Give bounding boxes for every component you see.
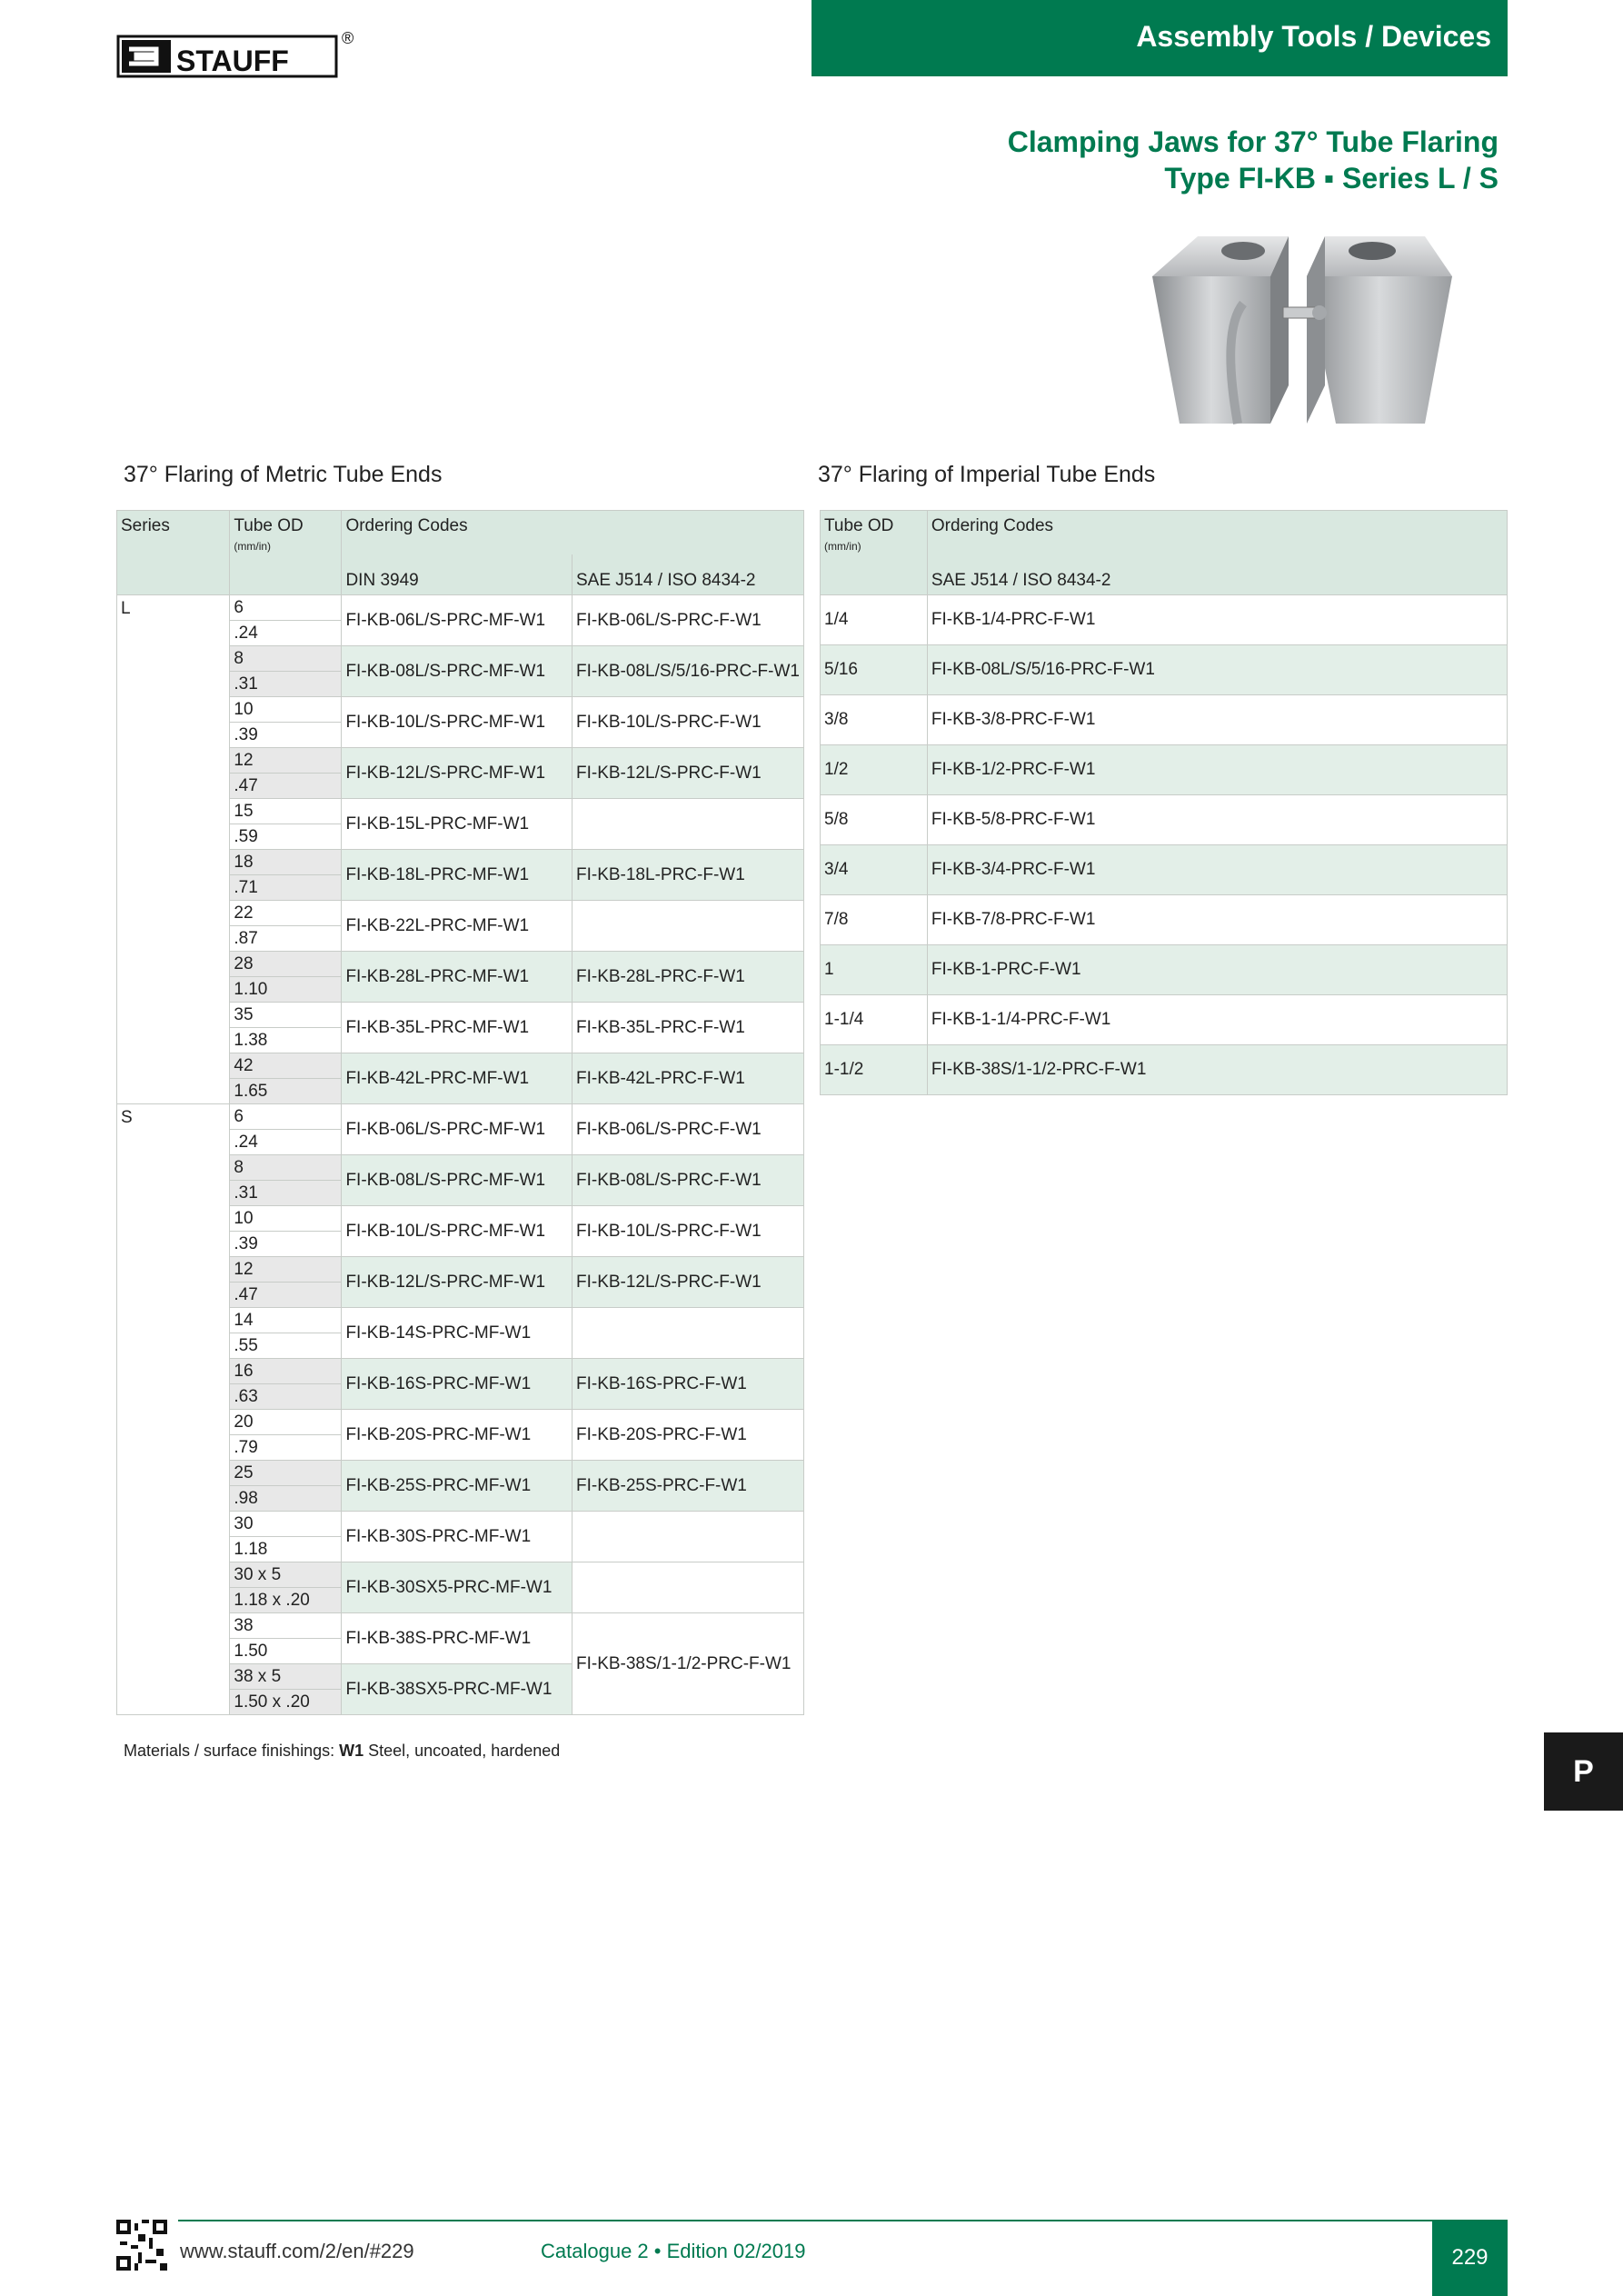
sae-code-cell: FI-KB-28L-PRC-F-W1 (572, 952, 803, 1003)
table-row (821, 695, 1508, 745)
title-line-2: Type FI-KB ▪ Series L / S (1164, 162, 1499, 195)
col-series-header: Series (117, 511, 230, 595)
tube-od-inch: 1.18 x .20 (230, 1587, 341, 1612)
tube-od-cell (230, 850, 342, 901)
tube-od-cell: 5/16 (821, 645, 928, 695)
tube-od-cell (230, 1257, 342, 1308)
tube-od-inch: .39 (230, 1231, 341, 1256)
tube-od-cell (230, 595, 342, 646)
sae-code-cell: FI-KB-1/4-PRC-F-W1 (927, 595, 1507, 645)
tube-od-inch: .71 (230, 874, 341, 900)
tube-od-inch: .59 (230, 824, 341, 849)
table-row (821, 895, 1508, 945)
sae-code-cell (572, 1308, 803, 1359)
tube-od-cell: 1 (821, 945, 928, 995)
sae-code-cell: FI-KB-3/8-PRC-F-W1 (927, 695, 1507, 745)
tube-od-cell: 1-1/2 (821, 1045, 928, 1095)
din-code-cell: FI-KB-10L/S-PRC-MF-W1 (342, 697, 573, 748)
tube-od-cell (230, 1053, 342, 1104)
tube-od-cell (230, 646, 342, 697)
tube-od-mm: 35 (234, 1005, 254, 1024)
tube-od-mm: 10 (234, 700, 254, 719)
col-tube-od-header: Tube OD (mm/in) (230, 511, 342, 595)
tube-od-mm: 25 (234, 1463, 254, 1482)
sae-code-cell: FI-KB-38S/1-1/2-PRC-F-W1 (572, 1613, 803, 1715)
tube-od-mm: 10 (234, 1209, 254, 1228)
sae-code-cell: FI-KB-20S-PRC-F-W1 (572, 1410, 803, 1461)
tube-od-inch: 1.10 (230, 976, 341, 1002)
tube-od-mm: 20 (234, 1413, 254, 1432)
din-code-cell: FI-KB-22L-PRC-MF-W1 (342, 901, 573, 952)
tube-od-cell (230, 1359, 342, 1410)
tube-od-cell (230, 1003, 342, 1053)
din-code-cell: FI-KB-35L-PRC-MF-W1 (342, 1003, 573, 1053)
din-code-cell: FI-KB-42L-PRC-MF-W1 (342, 1053, 573, 1104)
tube-od-mm: 22 (234, 903, 254, 923)
col-din-header: DIN 3949 (342, 554, 573, 595)
din-code-cell: FI-KB-08L/S-PRC-MF-W1 (342, 1155, 573, 1206)
tube-od-mm: 16 (234, 1362, 254, 1381)
tube-od-inch: 1.50 x .20 (230, 1689, 341, 1714)
table-row (821, 995, 1508, 1045)
tube-od-cell (230, 697, 342, 748)
tube-od-mm: 42 (234, 1056, 254, 1075)
metric-ordering-table (116, 510, 804, 1715)
tube-od-mm: 15 (234, 802, 254, 821)
tube-od-cell: 1/4 (821, 595, 928, 645)
sae-code-cell: FI-KB-08L/S/5/16-PRC-F-W1 (927, 645, 1507, 695)
tube-od-mm: 30 x 5 (234, 1565, 282, 1584)
sae-code-cell: FI-KB-18L-PRC-F-W1 (572, 850, 803, 901)
din-code-cell: FI-KB-08L/S-PRC-MF-W1 (342, 646, 573, 697)
note-prefix: Materials / surface finishings: (124, 1742, 335, 1760)
din-code-cell: FI-KB-25S-PRC-MF-W1 (342, 1461, 573, 1512)
tube-od-cell (230, 1104, 342, 1155)
series-cell: L (117, 595, 230, 1104)
tube-od-mm: 8 (234, 1158, 244, 1177)
registered-mark: ® (342, 29, 354, 47)
tube-od-cell: 3/8 (821, 695, 928, 745)
tube-od-cell (230, 901, 342, 952)
sae-code-cell: FI-KB-08L/S/5/16-PRC-F-W1 (572, 646, 803, 697)
din-code-cell: FI-KB-15L-PRC-MF-W1 (342, 799, 573, 850)
col-ordering-codes-header: Ordering Codes (342, 511, 804, 555)
din-code-cell: FI-KB-38S-PRC-MF-W1 (342, 1613, 573, 1664)
tube-od-mm: 6 (234, 1107, 244, 1126)
sae-code-cell: FI-KB-16S-PRC-F-W1 (572, 1359, 803, 1410)
sae-code-cell: FI-KB-10L/S-PRC-F-W1 (572, 1206, 803, 1257)
sae-code-cell: FI-KB-7/8-PRC-F-W1 (927, 895, 1507, 945)
table-row (821, 745, 1508, 795)
tube-od-mm: 28 (234, 954, 254, 973)
sae-code-cell (572, 799, 803, 850)
din-code-cell: FI-KB-20S-PRC-MF-W1 (342, 1410, 573, 1461)
tube-od-inch: .39 (230, 722, 341, 747)
imperial-table-heading: 37° Flaring of Imperial Tube Ends (818, 462, 1156, 487)
sae-code-cell: FI-KB-38S/1-1/2-PRC-F-W1 (927, 1045, 1507, 1095)
tube-od-inch: 1.50 (230, 1638, 341, 1663)
tube-od-cell: 7/8 (821, 895, 928, 945)
stauff-logo (116, 27, 360, 80)
table-row (821, 845, 1508, 895)
tube-od-mm: 12 (234, 1260, 254, 1279)
tube-od-mm: 14 (234, 1311, 254, 1330)
sae-code-cell: FI-KB-08L/S-PRC-F-W1 (572, 1155, 803, 1206)
tube-od-cell (230, 1562, 342, 1613)
tube-od-mm: 8 (234, 649, 244, 668)
tube-od-inch: .24 (230, 1129, 341, 1154)
tube-od-cell (230, 1155, 342, 1206)
tube-od-inch: .47 (230, 773, 341, 798)
tube-od-cell (230, 1206, 342, 1257)
din-code-cell: FI-KB-12L/S-PRC-MF-W1 (342, 748, 573, 799)
table-row (117, 595, 804, 646)
sae-code-cell: FI-KB-3/4-PRC-F-W1 (927, 845, 1507, 895)
sae-code-cell: FI-KB-1-1/4-PRC-F-W1 (927, 995, 1507, 1045)
sae-code-cell (572, 1562, 803, 1613)
table-row (821, 645, 1508, 695)
table-row (117, 1104, 804, 1155)
col-tube-od-header: Tube OD (mm/in) (821, 511, 928, 595)
tube-od-inch: .55 (230, 1333, 341, 1358)
tube-od-inch: .63 (230, 1383, 341, 1409)
sae-code-cell: FI-KB-10L/S-PRC-F-W1 (572, 697, 803, 748)
tube-od-inch: .47 (230, 1282, 341, 1307)
sae-code-cell: FI-KB-25S-PRC-F-W1 (572, 1461, 803, 1512)
qr-code (116, 2220, 167, 2271)
din-code-cell: FI-KB-18L-PRC-MF-W1 (342, 850, 573, 901)
clamping-jaws-image (1134, 231, 1461, 434)
tube-od-mm: 38 x 5 (234, 1667, 282, 1686)
sae-code-cell: FI-KB-06L/S-PRC-F-W1 (572, 595, 803, 646)
tube-od-inch: .79 (230, 1434, 341, 1460)
table-row (821, 1045, 1508, 1095)
sae-code-cell: FI-KB-1-PRC-F-W1 (927, 945, 1507, 995)
din-code-cell: FI-KB-06L/S-PRC-MF-W1 (342, 595, 573, 646)
sae-code-cell: FI-KB-42L-PRC-F-W1 (572, 1053, 803, 1104)
sae-code-cell: FI-KB-12L/S-PRC-F-W1 (572, 748, 803, 799)
table-row (821, 945, 1508, 995)
tube-od-inch: 1.65 (230, 1078, 341, 1103)
footer-rule (178, 2220, 1432, 2221)
sae-code-cell: FI-KB-1/2-PRC-F-W1 (927, 745, 1507, 795)
table-row (821, 795, 1508, 845)
din-code-cell: FI-KB-30SX5-PRC-MF-W1 (342, 1562, 573, 1613)
din-code-cell: FI-KB-06L/S-PRC-MF-W1 (342, 1104, 573, 1155)
sae-code-cell (572, 901, 803, 952)
tube-od-mm: 38 (234, 1616, 254, 1635)
tube-od-cell: 1/2 (821, 745, 928, 795)
page-number: 229 (1432, 2220, 1508, 2296)
sae-code-cell (572, 1512, 803, 1562)
tube-od-cell: 5/8 (821, 795, 928, 845)
tube-od-inch: .31 (230, 671, 341, 696)
tube-od-cell (230, 1410, 342, 1461)
din-code-cell: FI-KB-38SX5-PRC-MF-W1 (342, 1664, 573, 1715)
series-cell: S (117, 1104, 230, 1715)
tube-od-inch: 1.18 (230, 1536, 341, 1562)
tube-od-mm: 18 (234, 853, 254, 872)
tube-od-cell (230, 1461, 342, 1512)
tube-od-cell (230, 1308, 342, 1359)
tube-od-cell (230, 799, 342, 850)
sae-code-cell: FI-KB-06L/S-PRC-F-W1 (572, 1104, 803, 1155)
col-sae-header: SAE J514 / ISO 8434-2 (927, 554, 1507, 595)
sae-code-cell: FI-KB-5/8-PRC-F-W1 (927, 795, 1507, 845)
tube-od-cell (230, 748, 342, 799)
col-sae-header: SAE J514 / ISO 8434-2 (572, 554, 803, 595)
tube-od-cell (230, 1664, 342, 1715)
din-code-cell: FI-KB-16S-PRC-MF-W1 (342, 1359, 573, 1410)
note-text: Steel, uncoated, hardened (368, 1742, 561, 1760)
tube-od-mm: 30 (234, 1514, 254, 1533)
tube-od-cell (230, 1613, 342, 1664)
tube-od-inch: .31 (230, 1180, 341, 1205)
din-code-cell: FI-KB-10L/S-PRC-MF-W1 (342, 1206, 573, 1257)
section-tab-p[interactable]: P (1544, 1732, 1623, 1811)
tube-od-cell (230, 1512, 342, 1562)
imperial-ordering-table (820, 510, 1508, 1095)
tube-od-cell: 3/4 (821, 845, 928, 895)
din-code-cell: FI-KB-28L-PRC-MF-W1 (342, 952, 573, 1003)
logo-wordmark: STAUFF (176, 45, 289, 77)
section-title: Assembly Tools / Devices (1136, 20, 1491, 53)
materials-note (124, 1742, 560, 1761)
title-line-1: Clamping Jaws for 37° Tube Flaring (1007, 125, 1499, 158)
tube-od-cell: 1-1/4 (821, 995, 928, 1045)
tube-od-cell (230, 952, 342, 1003)
section-header-band (812, 0, 1508, 76)
sae-code-cell: FI-KB-35L-PRC-F-W1 (572, 1003, 803, 1053)
table-row (821, 595, 1508, 645)
tube-od-inch: .98 (230, 1485, 341, 1511)
col-ordering-codes-header: Ordering Codes (927, 511, 1507, 555)
din-code-cell: FI-KB-14S-PRC-MF-W1 (342, 1308, 573, 1359)
footer-catalogue: Catalogue 2 • Edition 02/2019 (541, 2240, 806, 2262)
footer-url[interactable]: www.stauff.com/2/en/#229 (180, 2240, 414, 2262)
metric-table-heading: 37° Flaring of Metric Tube Ends (124, 462, 443, 487)
tube-od-mm: 12 (234, 751, 254, 770)
tube-od-inch: .24 (230, 620, 341, 645)
page-title (1008, 124, 1499, 196)
sae-code-cell: FI-KB-12L/S-PRC-F-W1 (572, 1257, 803, 1308)
din-code-cell: FI-KB-12L/S-PRC-MF-W1 (342, 1257, 573, 1308)
din-code-cell: FI-KB-30S-PRC-MF-W1 (342, 1512, 573, 1562)
tube-od-mm: 6 (234, 598, 244, 617)
tube-od-inch: 1.38 (230, 1027, 341, 1053)
tube-od-inch: .87 (230, 925, 341, 951)
note-code: W1 (339, 1742, 364, 1760)
